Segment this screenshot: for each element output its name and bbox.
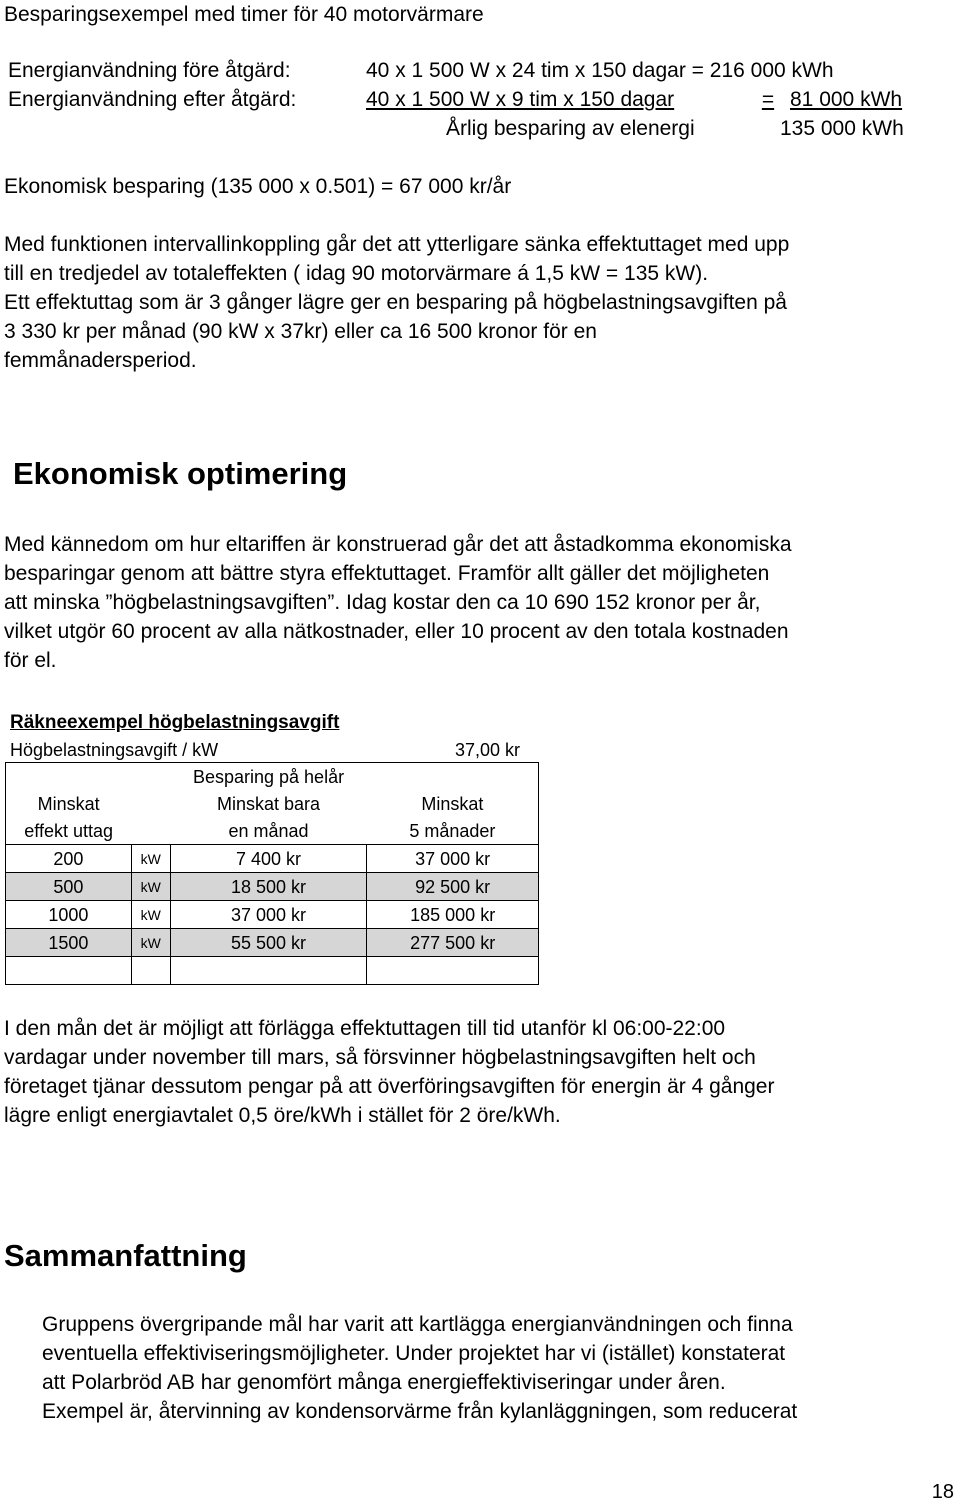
annual-value: 135 000 kWh bbox=[780, 117, 904, 140]
after-result: 81 000 kWh bbox=[790, 88, 903, 111]
page-number: 18 bbox=[931, 1481, 954, 1503]
optimization-line: att minska ”högbelastningsavgiften”. Idag kostar den ca 10 690 152 kronor per år, bbox=[4, 591, 761, 614]
rate-label: Högbelastningsavgift / kW bbox=[10, 740, 219, 760]
col-header: 5 månader bbox=[367, 817, 539, 845]
rate-value: 37,00 kr bbox=[455, 740, 521, 760]
summary-line: att Polarbröd AB har genomfört många energieffektiviseringar under åren. bbox=[42, 1371, 726, 1394]
table-row bbox=[6, 957, 539, 985]
after-table-line: vardagar under november till mars, så försvinner högbelastningsavgiften helt och bbox=[4, 1046, 756, 1069]
unit-cell: kW bbox=[131, 901, 170, 929]
para1-line: femmånadersperiod. bbox=[4, 349, 197, 372]
col-header: en månad bbox=[170, 817, 367, 845]
empty-cell bbox=[170, 957, 367, 985]
after-table-line: företaget tjänar dessutom pengar på att överföringsavgiften för energin är 4 gånger bbox=[4, 1075, 775, 1098]
unit-cell: kW bbox=[131, 929, 170, 957]
col-header: Minskat bbox=[367, 790, 539, 817]
annual-label: Årlig besparing av elenergi bbox=[446, 117, 695, 140]
calc-table-wrapper bbox=[5, 762, 541, 985]
optimization-heading: Ekonomisk optimering bbox=[13, 456, 348, 491]
one-month-cell: 37 000 kr bbox=[170, 901, 367, 929]
effect-cell: 1500 bbox=[6, 929, 132, 957]
after-table-line: I den mån det är möjligt att förlägga effektuttagen till tid utanför kl 06:00-22:00 bbox=[4, 1017, 726, 1040]
one-month-cell: 18 500 kr bbox=[170, 873, 367, 901]
empty-cell bbox=[367, 957, 539, 985]
unit-cell: kW bbox=[131, 845, 170, 873]
para1-line: 3 330 kr per månad (90 kW x 37kr) eller ca 16 500 kronor för en bbox=[4, 320, 597, 343]
effect-cell: 1000 bbox=[6, 901, 132, 929]
table-row bbox=[6, 845, 539, 873]
after-equals: = bbox=[761, 88, 775, 111]
unit-cell: kW bbox=[131, 873, 170, 901]
empty-cell bbox=[6, 957, 132, 985]
effect-cell: 200 bbox=[6, 845, 132, 873]
summary-heading: Sammanfattning bbox=[4, 1238, 247, 1273]
before-value: 40 x 1 500 W x 24 tim x 150 dagar = 216 000 kWh bbox=[366, 59, 834, 82]
col-header: effekt uttag bbox=[6, 817, 132, 845]
table-cell bbox=[367, 763, 539, 791]
after-table-line: lägre enligt energiavtalet 0,5 öre/kWh i stället för 2 öre/kWh. bbox=[4, 1104, 561, 1127]
optimization-line: vilket utgör 60 procent av alla nätkostnader, eller 10 procent av den totala kostnaden bbox=[4, 620, 789, 643]
five-months-cell: 277 500 kr bbox=[367, 929, 539, 957]
table-row bbox=[6, 873, 539, 901]
one-month-cell: 55 500 kr bbox=[170, 929, 367, 957]
calc-table bbox=[5, 762, 539, 985]
summary-line: eventuella effektiviseringsmöjligheter. Under projektet har vi (istället) konstaterat bbox=[42, 1342, 786, 1365]
five-months-cell: 185 000 kr bbox=[367, 901, 539, 929]
summary-line: Exempel är, återvinning av kondensorvärme från kylanläggningen, som reducerat bbox=[42, 1400, 798, 1423]
after-label: Energianvändning efter åtgärd: bbox=[8, 88, 297, 111]
group-header: Besparing på helår bbox=[170, 763, 367, 791]
table-cell bbox=[131, 790, 170, 817]
para1-line: Ett effektuttag som är 3 gånger lägre ger en besparing på högbelastningsavgiften på bbox=[4, 291, 787, 314]
para1-line: Med funktionen intervallinkoppling går det att ytterligare sänka effektuttaget med upp bbox=[4, 233, 790, 256]
before-label: Energianvändning före åtgärd: bbox=[8, 59, 291, 82]
summary-line: Gruppens övergripande mål har varit att kartlägga energianvändningen och finna bbox=[42, 1313, 793, 1336]
optimization-line: besparingar genom att bättre styra effektuttaget. Framför allt gäller det möjligheten bbox=[4, 562, 770, 585]
optimization-line: för el. bbox=[4, 649, 57, 672]
economic-saving: Ekonomisk besparing (135 000 x 0.501) = 67 000 kr/år bbox=[4, 175, 512, 198]
one-month-cell: 7 400 kr bbox=[170, 845, 367, 873]
calc-title: Räkneexempel högbelastningsavgift bbox=[10, 712, 340, 733]
table-cell bbox=[6, 763, 132, 791]
para1-line: till en tredjedel av totaleffekten ( idag 90 motorvärmare á 1,5 kW = 135 kW). bbox=[4, 262, 709, 285]
col-header: Minskat bbox=[6, 790, 132, 817]
table-row bbox=[6, 929, 539, 957]
table-cell bbox=[131, 817, 170, 845]
example-title: Besparingsexempel med timer för 40 motorvärmare bbox=[4, 3, 484, 26]
optimization-line: Med kännedom om hur eltariffen är konstruerad går det att åstadkomma ekonomiska bbox=[4, 533, 792, 556]
after-value: 40 x 1 500 W x 9 tim x 150 dagar bbox=[366, 88, 675, 111]
table-row bbox=[6, 901, 539, 929]
five-months-cell: 37 000 kr bbox=[367, 845, 539, 873]
effect-cell: 500 bbox=[6, 873, 132, 901]
table-cell bbox=[131, 763, 170, 791]
five-months-cell: 92 500 kr bbox=[367, 873, 539, 901]
empty-cell bbox=[131, 957, 170, 985]
col-header: Minskat bara bbox=[217, 793, 321, 814]
